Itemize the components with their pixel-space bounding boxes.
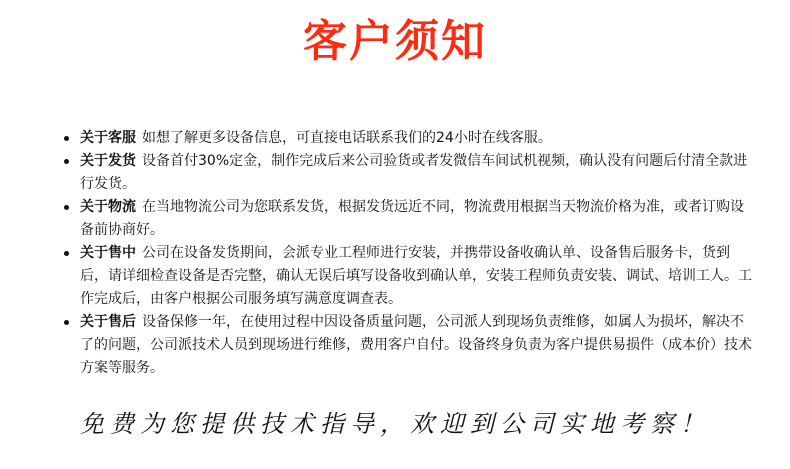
notice-item-customer-service [62,127,752,150]
notice-text: 如想了解更多设备信息，可直接电话联系我们的24小时在线客服。 [142,130,552,146]
bullet-icon [64,320,69,325]
page-title: 客户须知 [303,16,487,67]
notice-text: 设备保修一年，在使用过程中因设备质量问题，公司派人到现场负责维修，如属人为损坏，解决不了的问题，公司派技术人员到现场进行维修，费用客户自付。设备终身负责为客户提供易损件（成本价）技术方案等服务。 [80,314,752,376]
notice-text: 公司在设备发货期间，会派专业工程师进行安装，并携带设备收确认单、设备售后服务卡，货到后，请详细检查设备是否完整，确认无误后填写设备收到确认单，安装工程师负责安装、调试、培训工人。工作完成后，由客户根据公司服务填写满意度调查表。 [80,245,752,307]
slogan: 免费为您提供技术指导，欢迎到公司实地考察！ [80,410,710,438]
bullet-icon [64,205,69,210]
notice-item-shipping [62,150,752,196]
bullet-icon [64,136,69,141]
bullet-icon [64,159,69,164]
notice-label: 关于物流 [80,199,136,215]
notice-label: 关于客服 [80,130,136,146]
notice-item-logistics [62,196,752,242]
notice-label: 关于发货 [80,153,136,169]
bullet-icon [64,251,69,256]
notice-list [62,127,752,380]
notice-item-in-sale [62,242,752,311]
notice-item-after-sale [62,311,752,380]
notice-label: 关于售后 [80,314,136,330]
notice-label: 关于售中 [80,245,136,261]
notice-text: 设备首付30%定金，制作完成后来公司验货或者发微信车间试机视频，确认没有问题后付清全款进行发货。 [80,153,748,192]
notice-text: 在当地物流公司为您联系发货，根据发货远近不同，物流费用根据当天物流价格为准，或者订购设备前协商好。 [80,199,744,238]
